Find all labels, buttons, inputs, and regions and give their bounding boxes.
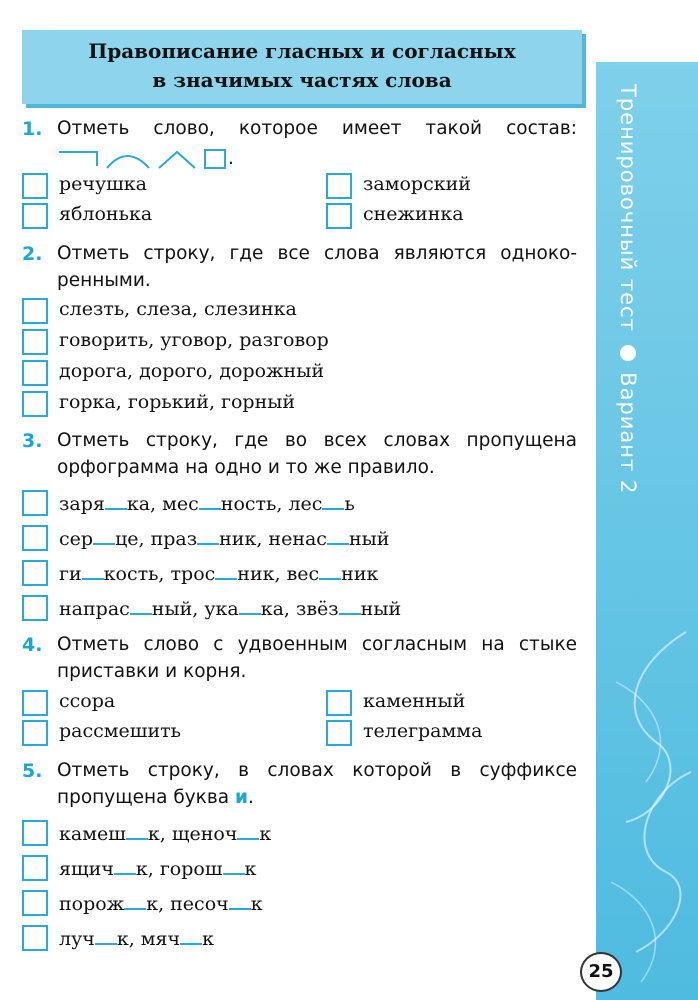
question-2-number: 2. <box>22 243 43 265</box>
question-1-number: 1. <box>22 118 43 140</box>
question-2-text-line-2: ренными. <box>57 270 151 291</box>
option-label: луч к, мяч к <box>59 925 214 950</box>
checkbox[interactable] <box>22 855 48 881</box>
side-label: Тренировочный тест ● Вариант 2 <box>616 84 640 495</box>
option-label: дорога, дорого, дорожный <box>59 360 324 382</box>
option-label: ссора <box>59 690 116 712</box>
question-5-text-line-2: пропущена буква и. <box>57 787 254 808</box>
ending-icon <box>205 150 225 168</box>
prefix-icon <box>59 152 97 166</box>
option-label: каменный <box>363 690 466 712</box>
scheme-period: . <box>228 148 234 169</box>
option-label: камеш к, щеноч к <box>59 820 271 845</box>
checkbox[interactable] <box>326 720 352 746</box>
checkbox[interactable] <box>22 925 48 951</box>
word-structure-scheme <box>57 146 237 174</box>
question-4-number: 4. <box>22 634 43 656</box>
option-label: снежинка <box>363 203 464 225</box>
checkbox[interactable] <box>22 329 48 355</box>
question-4-text-line-2: приставки и корня. <box>57 661 247 682</box>
option-label: яблонька <box>59 203 153 225</box>
checkbox[interactable] <box>326 173 352 199</box>
checkbox[interactable] <box>22 173 48 199</box>
checkbox[interactable] <box>326 690 352 716</box>
checkbox[interactable] <box>326 203 352 229</box>
option-label: ящич к, горош к <box>59 855 256 880</box>
checkbox[interactable] <box>22 525 48 551</box>
calligraphy-decoration-icon <box>596 622 698 1000</box>
option-label: телеграмма <box>363 720 483 742</box>
root-icon <box>107 156 149 168</box>
option-label: заря ка, мес ность, лес ь <box>59 490 355 515</box>
checkbox[interactable] <box>22 890 48 916</box>
checkbox[interactable] <box>22 360 48 386</box>
checkbox[interactable] <box>22 595 48 621</box>
checkbox[interactable] <box>22 490 48 516</box>
question-5-number: 5. <box>22 760 43 782</box>
question-2-text-line-1: Отметь строку, где все слова являются одноко- <box>57 243 577 264</box>
option-label: речушка <box>59 173 148 195</box>
question-3-text-line-1: Отметь строку, где во всех словах пропущена <box>57 430 577 451</box>
question-4-text-line-1: Отметь слово с удвоенным согласным на стыке <box>57 634 577 655</box>
suffix-icon <box>159 152 195 168</box>
page-title-line-2: в значимых частях слова <box>152 68 452 92</box>
option-label: сер це, праз ник, ненас ный <box>59 525 389 550</box>
option-label: заморский <box>363 173 471 195</box>
option-label: говорить, уговор, разговор <box>59 329 329 351</box>
checkbox[interactable] <box>22 391 48 417</box>
checkbox[interactable] <box>22 820 48 846</box>
option-label: ги кость, трос ник, вес ник <box>59 560 378 585</box>
side-band <box>596 62 698 1000</box>
option-label: напрас ный, ука ка, звёз ный <box>59 595 401 620</box>
option-label: горка, горький, горный <box>59 391 296 413</box>
question-3-number: 3. <box>22 430 43 452</box>
checkbox[interactable] <box>22 720 48 746</box>
question-5-text-line-1: Отметь строку, в словах которой в суффиксе <box>57 760 577 781</box>
highlighted-letter: и <box>234 787 248 808</box>
checkbox[interactable] <box>22 690 48 716</box>
checkbox[interactable] <box>22 203 48 229</box>
title-box <box>22 30 582 104</box>
option-label: рассмешить <box>59 720 181 742</box>
option-label: слезть, слеза, слезинка <box>59 298 297 320</box>
checkbox[interactable] <box>22 298 48 324</box>
checkbox[interactable] <box>22 560 48 586</box>
question-1-text: Отметь слово, которое имеет такой состав: <box>57 118 577 139</box>
question-3-text-line-2: орфограмма на одно и то же правило. <box>57 457 435 478</box>
page-number: 25 <box>580 952 622 992</box>
option-label: порож к, песоч к <box>59 890 263 915</box>
page-title-line-1: Правописание гласных и согласных <box>88 39 516 63</box>
